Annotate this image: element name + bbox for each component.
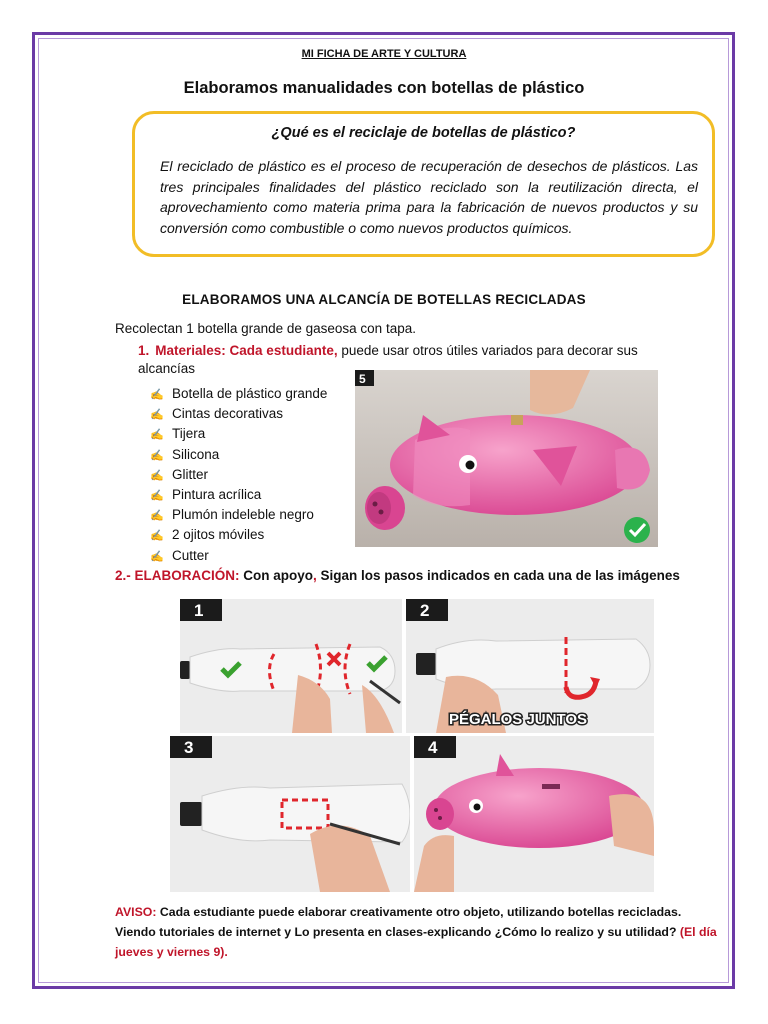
materials-list (150, 384, 327, 566)
step-3-photo (170, 736, 410, 892)
step-2-photo (406, 599, 654, 733)
pen-bullet-icon: ✍ (150, 449, 164, 462)
glue-together-overlay: PÉGALOS JUNTOS (448, 711, 588, 728)
step-number: 4 (428, 738, 438, 757)
step-1-photo (180, 599, 402, 733)
list-item: ✍ 2 ojitos móviles (150, 525, 327, 545)
info-question: ¿Qué es el reciclaje de botellas de plástico? (271, 125, 576, 141)
step-number: 5 (359, 372, 366, 386)
elaboration-comma: , (313, 568, 317, 583)
pen-bullet-icon: ✍ (150, 550, 164, 563)
elaboration-heading (115, 568, 680, 583)
step-number: 1 (194, 601, 204, 620)
list-item: ✍ Pintura acrílica (150, 485, 327, 505)
materials-label: Materiales: Cada estudiante, (155, 343, 338, 358)
info-text: El reciclado de plástico es el proceso de recuperación de desechos de plásticos. Las tres principales finalidades del plástico reciclado son la reutilización directa, el aprovechamiento como materia prima para la fabricación de nuevos productos y su conversión como combustible o como nuevos productos químicos. (160, 158, 698, 236)
elaboration-text-a: Con apoyo (239, 568, 313, 583)
pen-bullet-icon: ✍ (150, 409, 164, 422)
list-item: ✍ Plumón indeleble negro (150, 505, 327, 525)
pen-bullet-icon: ✍ (150, 389, 164, 401)
piggy-bank-photo (355, 370, 658, 547)
pen-bullet-icon: ✍ (150, 530, 164, 543)
elaboration-label: 2.- ELABORACIÓN: (115, 568, 240, 583)
notice-text: Cada estudiante puede elaborar creativamente otro objeto, utilizando botellas recicladas. Viendo tutoriales de internet y Lo presenta en clases-explicando ¿Cómo lo realizo y su utilidad? (115, 905, 682, 939)
elaboration-text-b: Sigan los pasos indicados en cada una de las imágenes (316, 568, 680, 583)
notice-date: (El día jueves y viernes 9). (115, 925, 717, 959)
step-4-photo (414, 736, 654, 892)
pen-bullet-icon: ✍ (150, 469, 164, 482)
pen-bullet-icon: ✍ (150, 489, 164, 502)
page-title: Elaboramos manualidades con botellas de plástico (183, 79, 585, 97)
intro-text: Recolectan 1 botella grande de gaseosa con tapa. (115, 321, 416, 336)
notice-paragraph (115, 902, 720, 962)
pen-bullet-icon: ✍ (150, 429, 164, 442)
list-item: ✍ Glitter (150, 465, 327, 485)
list-item: ✍ Botella de plástico grande (150, 384, 327, 404)
step-number: 2 (420, 601, 430, 620)
list-item: ✍ Tijera (150, 424, 327, 444)
list-item: ✍ Silicona (150, 445, 327, 465)
materials-text: puede usar otros útiles variados para decorar sus alcancías (138, 343, 638, 376)
pen-bullet-icon: ✍ (150, 510, 164, 523)
notice-label: AVISO: (115, 905, 157, 919)
list-item: ✍ Cintas decorativas (150, 404, 327, 424)
step-number: 3 (184, 738, 194, 757)
section-title: ELABORAMOS UNA ALCANCÍA DE BOTELLAS RECICLADAS (182, 292, 586, 307)
list-item: ✍ Cutter (150, 546, 327, 566)
materials-number: 1. (138, 343, 150, 358)
worksheet-kicker: MI FICHA DE ARTE Y CULTURA (301, 48, 467, 60)
info-box (132, 111, 715, 257)
